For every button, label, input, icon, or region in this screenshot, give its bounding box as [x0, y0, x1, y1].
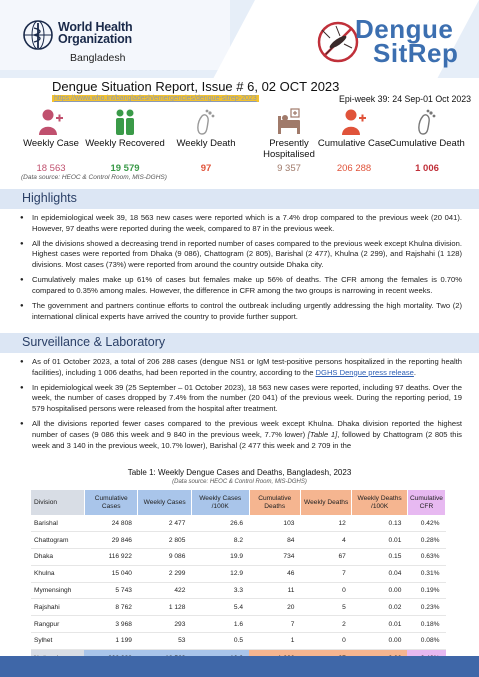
- table-reference: [Table 1]: [307, 429, 338, 439]
- cell: 26.6: [191, 515, 249, 532]
- highlights-list: [20, 213, 462, 327]
- cell: 29 846: [84, 532, 137, 549]
- cell: 12.9: [191, 565, 249, 582]
- stat-label: Cumulative Death: [389, 138, 465, 149]
- cell: Chattogram: [31, 532, 84, 549]
- col-division: Division: [31, 490, 84, 515]
- footprint-red-icon: [414, 108, 440, 136]
- cell: 103: [249, 515, 300, 532]
- item-text-end: .: [413, 367, 417, 377]
- cell: 0.31%: [407, 565, 445, 582]
- stat-value: 9 357: [277, 163, 301, 174]
- cell: Dhaka: [31, 549, 84, 566]
- cell: 1 128: [138, 599, 191, 616]
- col-cumulative-cfr: Cumulative CFR: [407, 490, 445, 515]
- col-weekly-deaths-100k: Weekly Deaths /100K: [352, 490, 408, 515]
- cell: 1: [249, 633, 300, 650]
- cell: Barishal: [31, 515, 84, 532]
- page-footer-band: [0, 656, 479, 677]
- key-stats: [0, 104, 479, 182]
- report-title: Dengue Situation Report, Issue # 6, 02 OCT 2023: [52, 79, 340, 94]
- cell: 5 743: [84, 582, 137, 599]
- cell: 0: [300, 633, 351, 650]
- cell: 5.4: [191, 599, 249, 616]
- table-row: [31, 599, 446, 616]
- cell: 5: [300, 599, 351, 616]
- cell: 293: [138, 616, 191, 633]
- cell: 15 040: [84, 565, 137, 582]
- list-item: ● Cumulatively males make up 61% of cases but females make up 56% of deaths. The CFR among the females is 0.70% compared to 0.35% among males. However, the difference in CFR among the two groups is narrowing in recent weeks.: [20, 275, 462, 296]
- table-row: [31, 515, 446, 532]
- stat-label: Weekly Recovered: [85, 138, 165, 149]
- cell: 0.08%: [407, 633, 445, 650]
- dengue-sitrep-logo: [355, 14, 459, 68]
- cell: 12: [300, 515, 351, 532]
- cell: 1.6: [191, 616, 249, 633]
- list-item: [20, 419, 462, 451]
- cell: 53: [138, 633, 191, 650]
- section-surveillance: [0, 333, 479, 353]
- col-weekly-cases: Weekly Cases: [138, 490, 191, 515]
- who-name-line1: World Health: [58, 20, 133, 34]
- stat-label: Cumulative Case: [317, 138, 391, 149]
- footprint-icon: [193, 108, 219, 136]
- table-header-row: [31, 490, 446, 515]
- cell: 8 762: [84, 599, 137, 616]
- table-row: [31, 633, 446, 650]
- cell: 24 808: [84, 515, 137, 532]
- table-row: [31, 549, 446, 566]
- cell: 7: [249, 616, 300, 633]
- stat-label: Presently Hospitalised: [263, 138, 315, 160]
- cell: 3 968: [84, 616, 137, 633]
- epi-week: Epi-week 39: 24 Sep-01 Oct 2023: [339, 94, 472, 104]
- cell: 19.9: [191, 549, 249, 566]
- cell: 116 922: [84, 549, 137, 566]
- surveillance-list: [20, 357, 462, 456]
- section-heading: Highlights: [22, 191, 77, 205]
- cell: 0: [300, 582, 351, 599]
- cell: Khulna: [31, 565, 84, 582]
- cell: 67: [300, 549, 351, 566]
- col-cumulative-deaths: Cumulative Deaths: [249, 490, 300, 515]
- col-weekly-cases-100k: Weekly Cases /100K: [191, 490, 249, 515]
- weekly-cases-deaths-table: [31, 490, 446, 666]
- table-title: Table 1: Weekly Dengue Cases and Deaths, Bangladesh, 2023: [127, 468, 352, 477]
- cell: 7: [300, 565, 351, 582]
- list-item: ● In epidemiological week 39, 18 563 new cases were reported which is a 7.4% drop compared to the previous week (20 041). However, 97 deaths were reported during the week, compared to 87 in the previous week.: [20, 213, 462, 234]
- cell: 4: [300, 532, 351, 549]
- mosquito-icon: [316, 20, 360, 64]
- cell: 9 086: [138, 549, 191, 566]
- cell: 84: [249, 532, 300, 549]
- stat-value: 19 579: [110, 163, 140, 174]
- stat-label: Weekly Case: [23, 138, 79, 149]
- cell: 2: [300, 616, 351, 633]
- brand-line2: SitRep: [373, 38, 459, 68]
- col-cumulative-cases: Cumulative Cases: [84, 490, 137, 515]
- stat-value: 97: [200, 163, 212, 174]
- who-country: Bangladesh: [70, 52, 126, 64]
- list-item: ● The government and partners continue efforts to control the outbreak including urgently addressing the high mortality. Two (2) international clinical experts have arrived the country to provide further support.: [20, 301, 462, 322]
- cell: 0.01: [352, 616, 408, 633]
- cell: 2 299: [138, 565, 191, 582]
- list-item: ● All the divisions showed a decreasing trend in reported number of cases compared to the previous week except Khulna division. Highest cases were reported from Dhaka (9 086), Chattogram (2 805), Barishal (2 477), Khulna (2 299), and Rajshahi (1 128) divisions. Most cases (73%) were reported from around the country outside Dhaka city.: [20, 239, 462, 271]
- cell: Mymensingh: [31, 582, 84, 599]
- cell: 11: [249, 582, 300, 599]
- cell: Rangpur: [31, 616, 84, 633]
- cell: 8.2: [191, 532, 249, 549]
- cell: 0.63%: [407, 549, 445, 566]
- who-name-line2: Organization: [58, 32, 132, 46]
- cell: 0.23%: [407, 599, 445, 616]
- cell: 0.04: [352, 565, 408, 582]
- table-body: [31, 515, 446, 666]
- person-plus-orange-icon: [341, 108, 367, 136]
- cell: 46: [249, 565, 300, 582]
- cell: 20: [249, 599, 300, 616]
- cell: 0.13: [352, 515, 408, 532]
- section-heading: Surveillance & Laboratory: [22, 335, 166, 349]
- table-row: [31, 565, 446, 582]
- cell: 0.42%: [407, 515, 445, 532]
- stat-value: 206 288: [336, 163, 372, 174]
- dghs-press-release-link[interactable]: DGHS Dengue press release: [315, 367, 414, 377]
- item-text-end: , followed by Chattogram (2 805 this week and 3 140 in the previous week, 10.7% lower), Barishal (2 477 this week and 2 709 in the: [32, 429, 462, 450]
- cell: 0.18%: [407, 616, 445, 633]
- person-plus-icon: [38, 108, 64, 136]
- item-text: All the divisions reported fewer cases compared to the previous week except Khulna. Dhaka division reported the highest number of cases (9 086 this week and 9 840 in the previous week, 7.7% lower): [32, 419, 462, 439]
- cell: 0.15: [352, 549, 408, 566]
- cell: 0.5: [191, 633, 249, 650]
- cell: 0.28%: [407, 532, 445, 549]
- stats-source: (Data source: HEOC & Control Room, MIS-DGHS): [21, 174, 167, 181]
- table-row: [31, 582, 446, 599]
- cell: Sylhet: [31, 633, 84, 650]
- section-highlights: [0, 189, 479, 209]
- list-item: [20, 357, 462, 378]
- table-row: [31, 532, 446, 549]
- who-name: [58, 21, 132, 45]
- people-recovered-icon: [112, 108, 138, 136]
- table-source: (Data source: HEOC & Control Room, MIS-DGHS): [172, 479, 307, 485]
- cell: 2 805: [138, 532, 191, 549]
- stat-label: Weekly Death: [176, 138, 236, 149]
- who-emblem-icon: [22, 19, 54, 51]
- report-link[interactable]: https://www.who.int/bangladesh/emergencies/dengue-sitrep-2023: [54, 95, 257, 102]
- cell: 2 477: [138, 515, 191, 532]
- cell: 734: [249, 549, 300, 566]
- cell: 0.00: [352, 633, 408, 650]
- cell: 0.02: [352, 599, 408, 616]
- table-row: [31, 616, 446, 633]
- stat-value: 18 563: [36, 163, 66, 174]
- brand-line1: Dengue: [355, 14, 454, 44]
- cell: 1 199: [84, 633, 137, 650]
- cell: 0.01: [352, 532, 408, 549]
- cell: 422: [138, 582, 191, 599]
- cell: 3.3: [191, 582, 249, 599]
- hospital-bed-icon: [276, 108, 302, 136]
- cell: 0.00: [352, 582, 408, 599]
- item-text: As of 01 October 2023, a total of 206 288 cases (dengue NS1 or IgM test-positive persons hospitalized in the reporting health facilities), including 1 006 deaths, had been reported in the country, according to the: [32, 357, 462, 377]
- col-weekly-deaths: Weekly Deaths: [300, 490, 351, 515]
- stat-value: 1 006: [415, 163, 439, 174]
- cell: 0.19%: [407, 582, 445, 599]
- list-item: ● In epidemiological week 39 (25 September – 01 October 2023), 18 563 new cases were reported, including 97 deaths. Over the week, the number of cases dropped by 7.4% from the number (20 041) of the previous week. During the reporting period, 19 579 hospitalised persons were released from the hospital after treatment.: [20, 383, 462, 415]
- report-header: [0, 0, 479, 78]
- cell: Rajshahi: [31, 599, 84, 616]
